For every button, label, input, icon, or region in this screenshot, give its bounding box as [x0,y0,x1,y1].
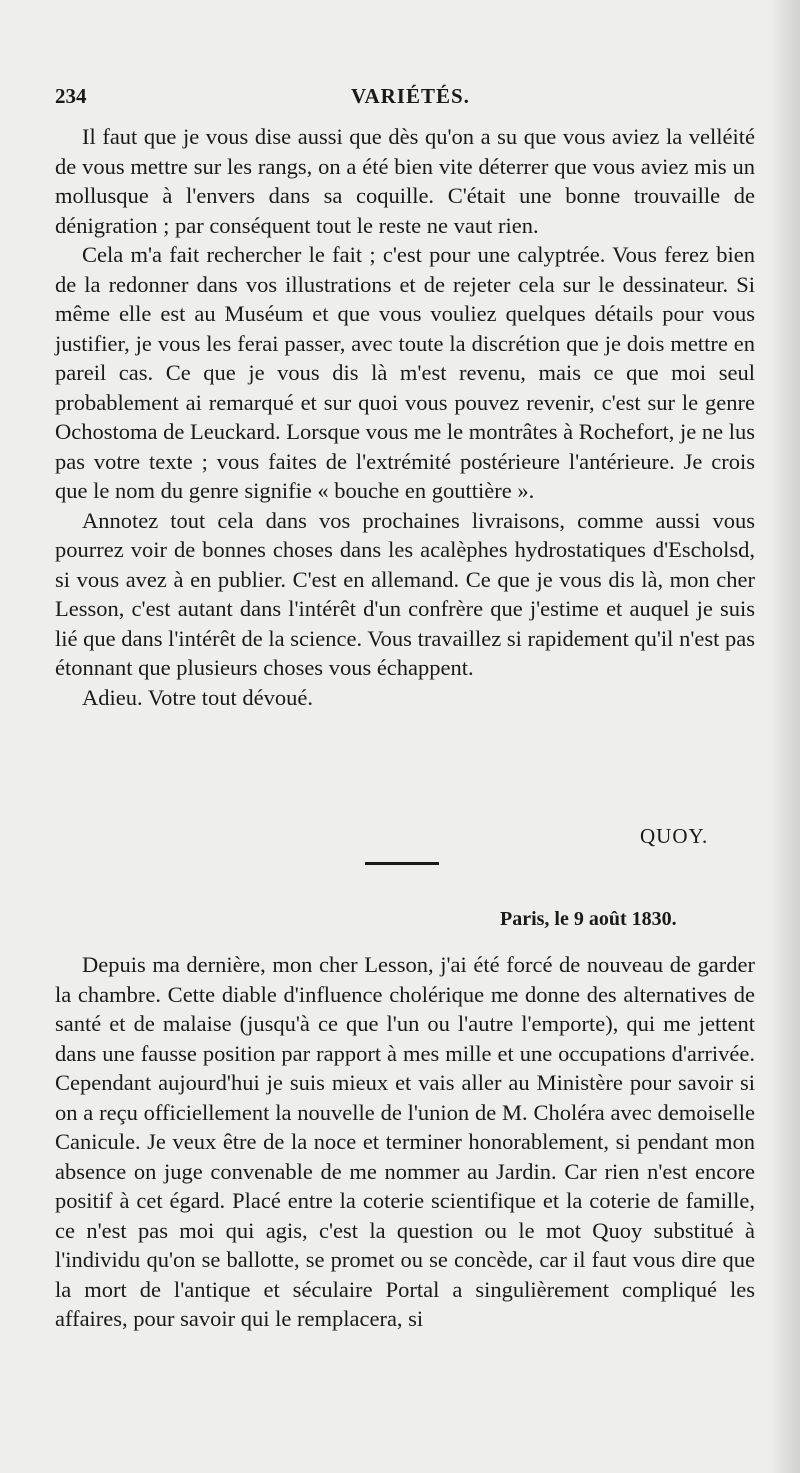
paragraph: Annotez tout cela dans vos prochaines livraisons, comme aussi vous pourrez voir de bonnes choses dans les acalèphes hydrostatiques d'Escholsd, si vous avez à en publier. C'est en allemand. Ce que je vous dis là, mon cher Lesson, c'est autant dans l'intérêt d'un confrère que j'estime et auquel je suis lié que dans l'intérêt de la science. Vous travaillez si rapidement qu'il n'est pas étonnant que plusieurs choses vous échappent. [55,507,755,680]
page-header [55,84,760,114]
letter-one-body [55,122,755,712]
page-number: 234 [55,84,87,108]
signature: QUOY. [640,824,709,848]
paragraph: Il faut que je vous dise aussi que dès qu'on a su que vous aviez la velléité de vous mettre sur les rangs, on a été bien vite déterrer que vous aviez mis un mollusque à l'envers dans sa coquille. C'était une bonne trouvaille de dénigration ; par conséquent tout le reste ne vaut rien. [55,124,755,238]
closing-line: Adieu. Votre tout dévoué. [82,684,314,710]
section-divider [365,862,439,865]
dateline: Paris, le 9 août 1830. [500,908,677,930]
letter-two-body [55,950,755,1334]
running-head: VARIÉTÉS. [351,84,470,108]
paragraph: Cela m'a fait rechercher le fait ; c'est pour une calyptrée. Vous ferez bien de la redonner dans vos illustrations et de rejeter cela sur le dessinateur. Si même elle est au Muséum et que vous vouliez quelques détails pour vous justifier, je vous les ferai passer, avec toute la discrétion que je dois mettre en pareil cas. Ce que je vous dis là m'est revenu, mais ce que moi seul probablement ai remarqué et sur quoi vous pouvez revenir, c'est sur le genre Ochostoma de Leuckard. Lorsque vous me le montrâtes à Rochefort, je ne lus pas votre texte ; vous faites de l'extrémité postérieure l'antérieure. Je crois que le nom du genre signifie « bouche en gouttière ». [55,242,755,503]
paragraph: Depuis ma dernière, mon cher Lesson, j'ai été forcé de nouveau de garder la chambre. Cette diable d'influence cholérique me donne des alternatives de santé et de malaise (jusqu'à ce que l'un ou l'autre l'emporte), qui me jettent dans une fausse position par rapport à mes mille et une occupations d'arrivée. Cependant aujourd'hui je suis mieux et vais aller au Ministère pour savoir si on a reçu officiellement la nouvelle de l'union de M. Choléra avec demoiselle Canicule. Je veux être de la noce et terminer honorablement, si pendant mon absence on juge convenable de me nommer au Jardin. Car rien n'est encore positif à cet égard. Placé entre la coterie scientifique et la coterie de famille, ce n'est pas moi qui agis, c'est la question ou le mot Quoy substitué à l'individu qu'on se ballotte, se promet ou se concède, car il faut vous dire que la mort de l'antique et séculaire Portal a singulièrement compliqué les affaires, pour savoir qui le remplacera, si [55,952,755,1331]
